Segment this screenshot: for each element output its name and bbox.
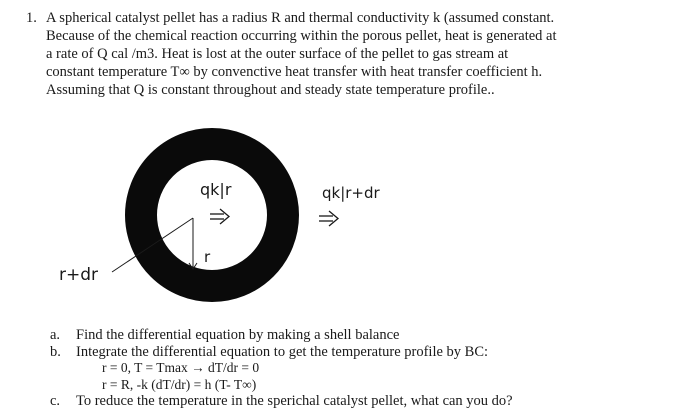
question-b [50,344,670,394]
outer-flux-label: qk|r+dr [322,184,380,202]
problem-line-5: Assuming that Q is constant throughout and steady state temperature profile.. [46,82,495,98]
problem-line-4: constant temperature T∞ by convenctive heat transfer with heat transfer coefficient h. [46,64,543,80]
boundary-condition-1: r = 0, T = Tmax → dT/dr = 0 [102,360,260,376]
question-b-text: Integrate the differential equation to get the temperature profile by BC: [76,343,489,360]
radius-r-label: r [204,248,211,266]
radius-r-dr-label: r+dr [59,265,99,285]
question-a [50,327,670,344]
inner-flux-label: qk|r [200,180,232,199]
question-c [50,393,670,410]
question-list [50,327,670,410]
spherical-shell [141,144,283,286]
problem-line-3: a rate of Q cal /m3. Heat is lost at the outer surface of the pellet to gas stream at [46,46,509,62]
question-c-text: To reduce the temperature in the sperichal catalyst pellet, what can you do? [76,393,513,410]
problem-line-2: Because of the chemical reaction occurring within the porous pellet, heat is generated at [46,28,557,44]
boundary-condition-2: r = R, -k (dT/dr) = h (T- T∞) [102,376,257,392]
outer-flux-arrow [319,211,338,226]
problem-number: 1. [26,10,37,26]
question-b-label: b. [50,343,61,360]
question-c-label: c. [50,393,61,410]
problem-line-1: A spherical catalyst pellet has a radius R and thermal conductivity k (assumed constant. [46,10,555,26]
question-a-text: Find the differential equation by making a shell balance [76,327,400,343]
inner-flux-arrow [210,209,229,224]
question-a-label: a. [50,327,61,343]
